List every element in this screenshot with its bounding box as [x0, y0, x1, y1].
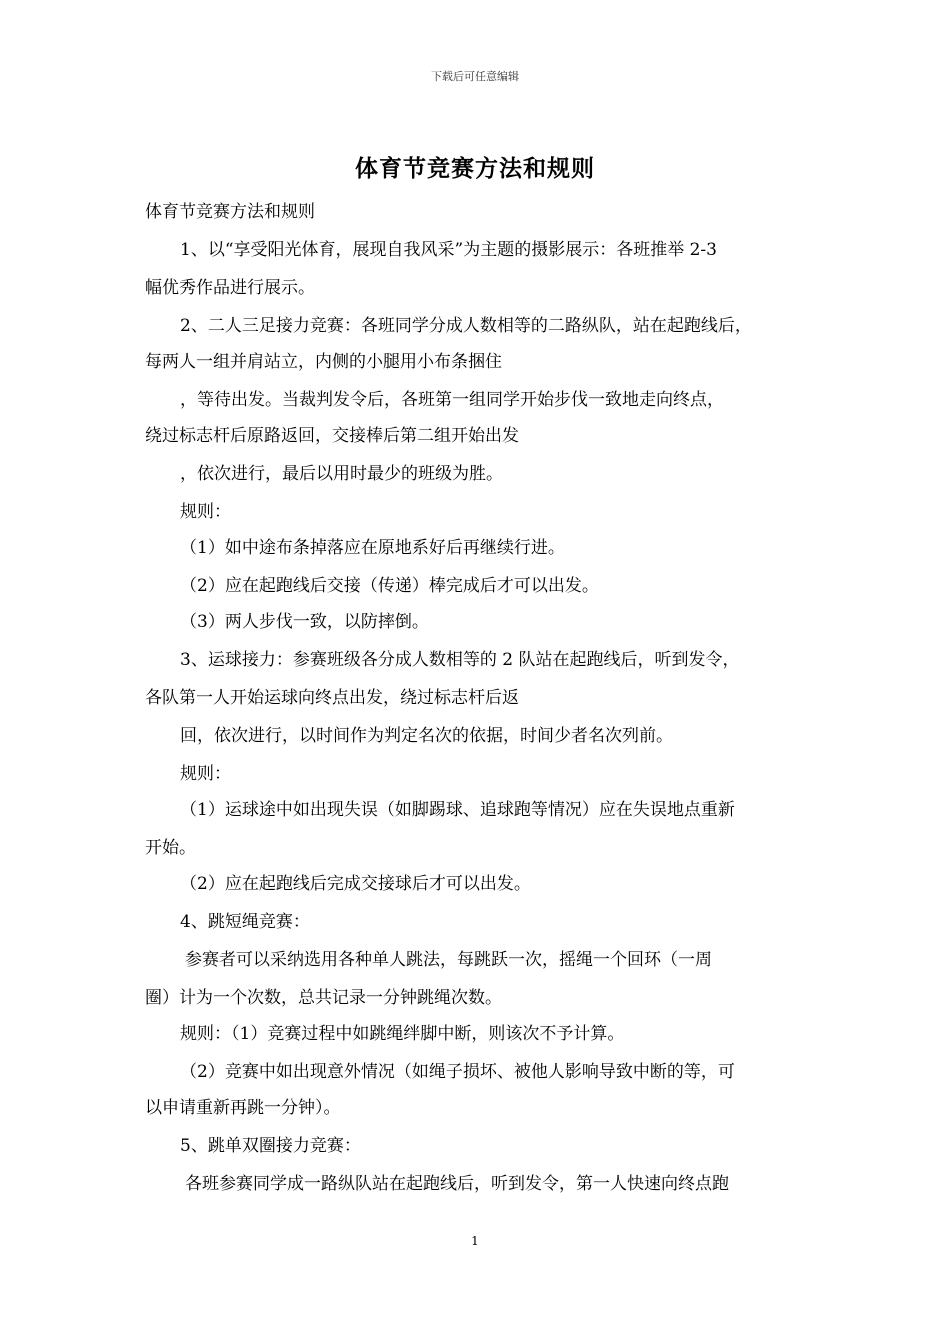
body-line: 参赛者可以采纳选用各种单人跳法，每跳跃一次，摇绳一个回环（一周: [185, 950, 712, 970]
body-line: 各队第一人开始运球向终点出发，绕过标志杆后返: [145, 688, 519, 708]
body-line: ，依次进行，最后以用时最少的班级为胜。: [180, 464, 503, 484]
page-number: 1: [471, 1234, 479, 1248]
body-line: （1）如中途布条掉落应在原地系好后再继续行进。: [180, 538, 565, 558]
body-line: 圈）计为一个次数，总共记录一分钟跳绳次数。: [145, 988, 502, 1008]
body-line: 1、以“享受阳光体育，展现自我风采”为主题的摄影展示：各班推举 2-3: [180, 240, 717, 260]
body-line: 各班参赛同学成一路纵队站在起跑线后，听到发令，第一人快速向终点跑: [185, 1174, 729, 1194]
body-line: 规则：（1）竞赛过程中如跳绳绊脚中断，则该次不予计算。: [180, 1024, 625, 1044]
body-line: 体育节竞赛方法和规则: [145, 202, 315, 222]
body-line: ，等待出发。当裁判发令后，各班第一组同学开始步伐一致地走向终点，: [180, 390, 724, 410]
body-line: （2）应在起跑线后交接（传递）棒完成后才可以出发。: [180, 576, 599, 596]
body-line: 5、跳单双圈接力竞赛：: [180, 1136, 361, 1156]
body-line: （3）两人步伐一致，以防摔倒。: [180, 612, 429, 632]
body-line: （2）竞赛中如出现意外情况（如绳子损坏、被他人影响导致中断的等，可: [180, 1062, 735, 1082]
page-header: 下载后可任意编辑: [431, 70, 519, 83]
body-line: 回，依次进行，以时间作为判定名次的依据，时间少者名次列前。: [180, 726, 673, 746]
body-line: 规则：: [180, 502, 231, 522]
body-line: 开始。: [145, 838, 196, 858]
body-line: 4、跳短绳竞赛：: [180, 912, 310, 932]
body-line: 幅优秀作品进行展示。: [145, 278, 315, 298]
body-line: 3、运球接力：参赛班级各分成人数相等的 2 队站在起跑线后，听到发令，: [180, 650, 740, 670]
body-line: 以申请重新再跳一分钟）。: [145, 1098, 341, 1118]
body-line: 绕过标志杆后原路返回，交接棒后第二组开始出发: [145, 426, 519, 446]
body-line: （2）应在起跑线后完成交接球后才可以出发。: [180, 874, 531, 894]
body-line: （1）运球途中如出现失误（如脚踢球、追球跑等情况）应在失误地点重新: [180, 800, 735, 820]
body-line: 规则：: [180, 764, 231, 784]
document-title: 体育节竞赛方法和规则: [355, 155, 595, 182]
body-line: 2、二人三足接力竞赛：各班同学分成人数相等的二路纵队，站在起跑线后，: [180, 316, 752, 336]
body-line: 每两人一组并肩站立，内侧的小腿用小布条捆住: [145, 352, 502, 372]
